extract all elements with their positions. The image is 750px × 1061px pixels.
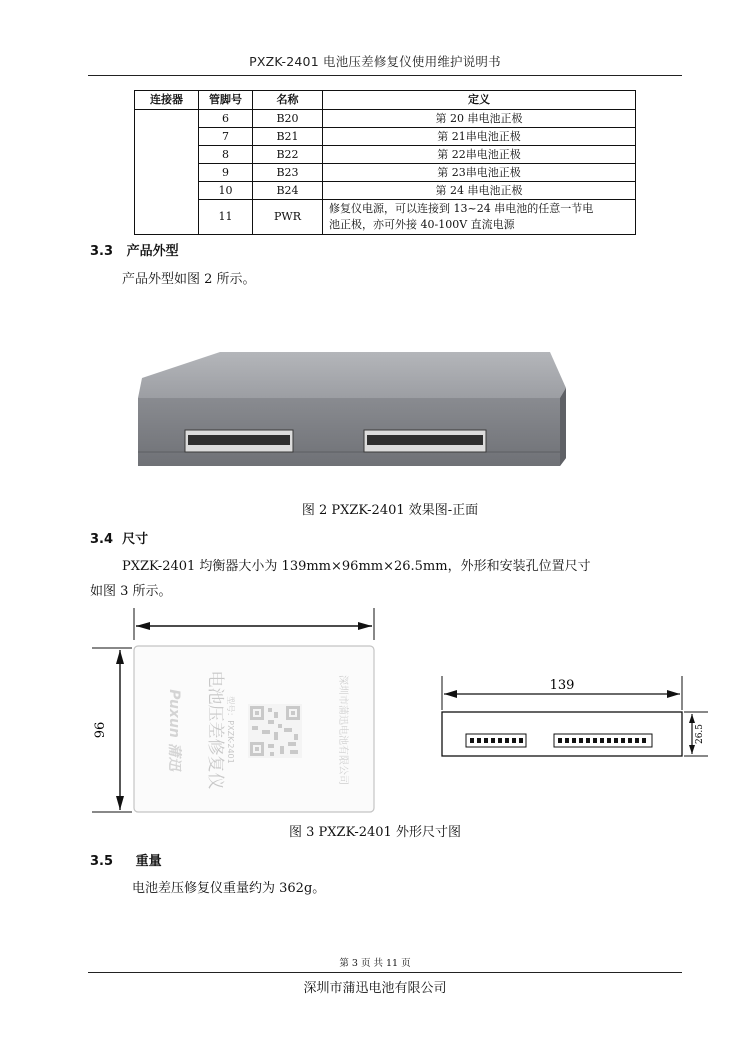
- footer-company-name: 深圳市蒲迅电池有限公司: [303, 981, 447, 996]
- section-number: 3.4: [90, 532, 114, 547]
- column-header-definition: 定义: [323, 91, 636, 110]
- definition-cell: 第 24 串电池正极: [323, 182, 636, 200]
- definition-cell: [323, 200, 636, 235]
- pin-cell: 10: [199, 182, 253, 200]
- connector-pins: [367, 435, 483, 445]
- header-divider: [88, 75, 682, 76]
- definition-cell: 第 20 串电池正极: [323, 110, 636, 128]
- device-model-label: 型号：PXZK-2401: [226, 696, 235, 764]
- dimension-drawing-side-view: [436, 670, 710, 790]
- section-3-5-text: 电池差压修复仪重量约为 362g。: [132, 881, 326, 896]
- device-side-face: [560, 388, 566, 466]
- table-row: [135, 164, 636, 182]
- document-header-title: PXZK-2401 电池压差修复仪使用维护说明书: [249, 54, 501, 69]
- arrow-head: [116, 650, 124, 664]
- section-3-4-heading: [90, 528, 148, 547]
- arrow-head: [116, 796, 124, 810]
- column-header-pin: 管脚号: [199, 91, 253, 110]
- page-number: 第 3 页 共 11 页: [339, 958, 411, 969]
- arrow-head: [358, 622, 372, 630]
- device-brand-label: Puxun 蒲迅: [166, 689, 182, 771]
- arrow-head: [136, 622, 150, 630]
- arrow-head: [689, 714, 695, 723]
- dimension-width-label: 139: [549, 678, 575, 693]
- table-row: [135, 200, 636, 235]
- column-header-connector: 连接器: [135, 91, 199, 110]
- definition-cell: 第 21串电池正极: [323, 128, 636, 146]
- name-cell: B24: [253, 182, 323, 200]
- pin-cell: 9: [199, 164, 253, 182]
- table-header-row: [135, 91, 636, 110]
- table-row: [135, 128, 636, 146]
- definition-line: 修复仪电源，可以连接到 13~24 串电池的任意一节电: [329, 202, 594, 215]
- dimension-drawing-top-view: [88, 600, 388, 822]
- connector-cell: [135, 110, 199, 235]
- dimension-height-label: 96: [93, 721, 108, 739]
- device-product-label: 电池压差修复仪: [205, 670, 225, 790]
- pin-cell: 8: [199, 146, 253, 164]
- section-3-3-text: 产品外型如图 2 所示。: [122, 272, 256, 287]
- name-cell: B23: [253, 164, 323, 182]
- arrow-head: [689, 745, 695, 754]
- definition-cell: 第 22串电池正极: [323, 146, 636, 164]
- section-3-5-heading: [90, 850, 162, 869]
- connector-pins: [188, 435, 290, 445]
- arrow-head: [667, 690, 680, 698]
- pin-definition-table: [134, 90, 636, 235]
- section-number: 3.3: [90, 244, 114, 259]
- figure-2-caption: 图 2 PXZK-2401 效果图-正面: [301, 503, 479, 518]
- table-row: [135, 182, 636, 200]
- name-cell: B20: [253, 110, 323, 128]
- device-company-label: 深圳市蒲迅电池有限公司: [337, 675, 348, 785]
- name-cell: PWR: [253, 200, 323, 235]
- device-top-face: [138, 352, 566, 398]
- table-row: [135, 110, 636, 128]
- product-front-image: [130, 340, 570, 475]
- section-title: 重量: [135, 854, 162, 869]
- side-connector-left: [466, 734, 526, 747]
- pin-cell: 6: [199, 110, 253, 128]
- name-cell: B21: [253, 128, 323, 146]
- pin-cell: 11: [199, 200, 253, 235]
- section-number: 3.5: [90, 854, 114, 869]
- arrow-head: [444, 690, 457, 698]
- qr-code-icon: [248, 704, 302, 758]
- section-title: 产品外型: [126, 244, 179, 259]
- pin-cell: 7: [199, 128, 253, 146]
- figure-3-caption: 图 3 PXZK-2401 外形尺寸图: [289, 825, 461, 840]
- section-3-4-text-line1: PXZK-2401 均衡器大小为 139mm×96mm×26.5mm，外形和安装孔位置尺寸: [122, 559, 591, 574]
- device-front-face: [138, 388, 566, 466]
- name-cell: B22: [253, 146, 323, 164]
- dimension-thickness-label: 26.5: [695, 723, 705, 745]
- table-row: [135, 146, 636, 164]
- footer-divider: [88, 972, 682, 973]
- section-3-3-heading: [90, 240, 179, 259]
- section-3-4-text-line2: 如图 3 所示。: [90, 584, 172, 599]
- definition-cell: 第 23串电池正极: [323, 164, 636, 182]
- column-header-name: 名称: [253, 91, 323, 110]
- section-title: 尺寸: [122, 532, 149, 547]
- definition-line: 池正极，亦可外接 40-100V 直流电源: [329, 218, 515, 231]
